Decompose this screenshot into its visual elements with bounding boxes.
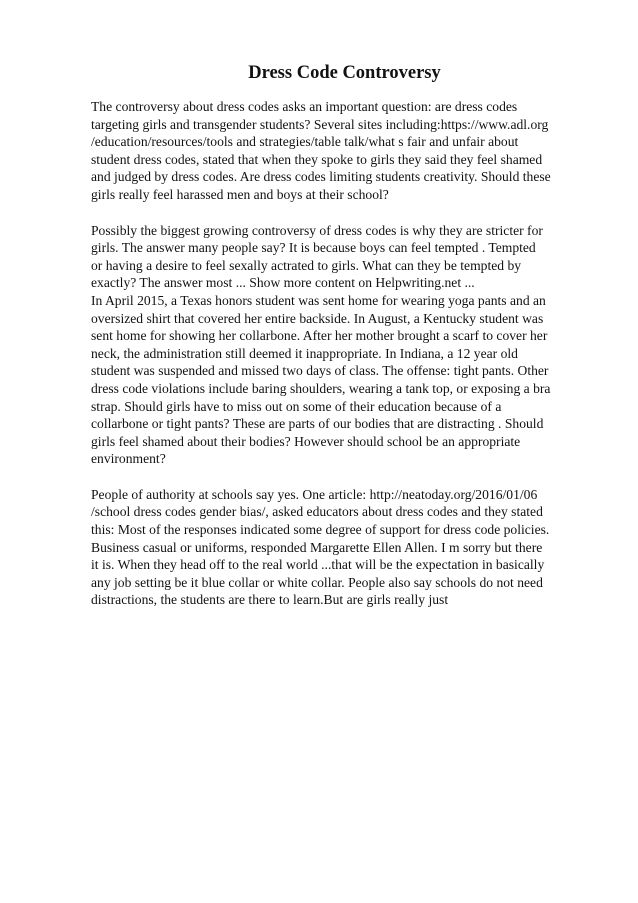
text-line: In April 2015, a Texas honors student was sent home for wearing yoga pants and an	[91, 292, 546, 308]
text-line: targeting girls and transgender students? Several sites including:https://www.adl.org	[91, 116, 549, 132]
text-line: /education/resources/tools and strategies/table talk/what s fair and unfair about	[91, 134, 519, 150]
paragraph-3	[91, 292, 598, 468]
text-line: sent home for showing her collarbone. After her mother brought a scarf to cover her	[91, 328, 548, 344]
text-line: student dress codes, stated that when they spoke to girls they said they feel shamed	[91, 151, 543, 167]
text-line: collarbone or tight pants? These are parts of our bodies that are distracting . Should	[91, 416, 544, 432]
text-line: environment?	[91, 451, 166, 467]
text-line: distractions, the students are there to learn.But are girls really just	[91, 592, 449, 608]
text-line: dress code violations include baring shoulders, wearing a tank top, or exposing a bra	[91, 380, 551, 396]
text-line: and judged by dress codes. Are dress codes limiting students creativity. Should these	[91, 169, 551, 185]
paragraph-4	[91, 486, 598, 609]
text-line: girls really feel harassed men and boys at their school?	[91, 186, 389, 202]
text-line: girls. The answer many people say? It is because boys can feel tempted . Tempted	[91, 240, 536, 256]
text-line: strap. Should girls have to miss out on some of their education because of a	[91, 398, 502, 414]
text-line: The controversy about dress codes asks an important question: are dress codes	[91, 99, 518, 114]
text-line: it is. When they head off to the real world ...that will be the expectation in basically	[91, 557, 545, 573]
document-title: Dress Code Controversy	[248, 63, 441, 83]
text-line: /school dress codes gender bias/, asked educators about dress codes and they stated	[91, 504, 543, 520]
text-line: this: Most of the responses indicated some degree of support for dress code policies.	[91, 522, 550, 538]
text-line: Business casual or uniforms, responded Margarette Ellen Allen. I m sorry but there	[91, 539, 543, 555]
paragraph-1	[91, 98, 598, 204]
text-line: girls feel shamed about their bodies? However should school be an appropriate	[91, 433, 521, 449]
text-line: neck, the administration still deemed it inappropriate. In Indiana, a 12 year old	[91, 345, 518, 361]
text-line: People of authority at schools say yes. One article: http://neatoday.org/2016/01/06	[91, 486, 538, 502]
paragraph-2	[91, 222, 598, 292]
text-line: exactly? The answer most ... Show more content on Helpwriting.net ...	[91, 275, 475, 291]
text-line: Possibly the biggest growing controversy of dress codes is why they are stricter for	[91, 222, 543, 238]
text-line: student was suspended and missed two days of class. The offense: tight pants. Other	[91, 363, 549, 379]
text-line: oversized shirt that covered her entire backside. In August, a Kentucky student was	[91, 310, 544, 326]
text-line: or having a desire to feel sexally actrated to girls. What can they be tempted by	[91, 257, 522, 273]
text-line: any job setting be it blue collar or white collar. People also say schools do not need	[91, 574, 543, 590]
